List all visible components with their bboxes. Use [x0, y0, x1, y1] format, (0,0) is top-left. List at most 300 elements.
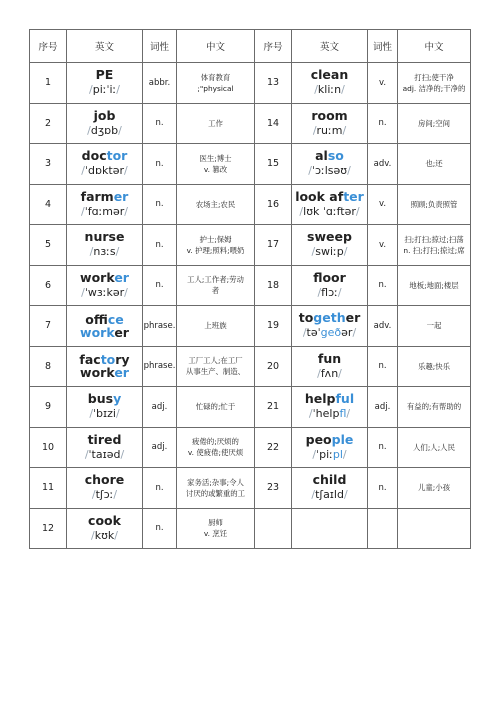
- part-of-speech: n.: [368, 468, 398, 509]
- meaning-line: 照顾;负责照管: [410, 199, 458, 209]
- phonetic-slash: /: [308, 407, 313, 421]
- phonetic-slash: /: [113, 488, 118, 502]
- entry-index: 11: [30, 468, 67, 509]
- entry-index: 16: [255, 184, 292, 225]
- part-of-speech: n.: [143, 508, 177, 549]
- phonetic-slash: /: [346, 407, 351, 421]
- header-index: 序号: [30, 30, 67, 63]
- phonetic-text: ˈɔːlsəʊ: [311, 164, 348, 178]
- part-of-speech: n.: [143, 144, 177, 185]
- header-part-of-speech: 词性: [143, 30, 177, 63]
- phonetic-slash: /: [337, 285, 342, 299]
- entry-english: [292, 387, 368, 428]
- chinese-meaning: [398, 63, 471, 104]
- table-row: [30, 427, 471, 468]
- phonetic: [67, 244, 142, 259]
- phonetic-text: tʃɔː: [95, 488, 114, 502]
- meaning-line: v. 使疲倦;使厌烦: [187, 448, 244, 458]
- meaning-line: v. 篡改: [203, 164, 228, 174]
- phonetic-slash: /: [342, 123, 347, 137]
- entry-index: 2: [30, 103, 67, 144]
- phonetic-slash: /: [308, 164, 312, 178]
- meaning-line: 农场主;农民: [195, 199, 236, 209]
- phonetic-slash: /: [81, 164, 86, 178]
- entry-index: 10: [30, 427, 67, 468]
- phonetic-text: ˈhelp: [312, 407, 340, 421]
- english-word: [67, 473, 142, 487]
- header-chinese: 中文: [177, 30, 255, 63]
- entry-index: 23: [255, 468, 292, 509]
- word-part: ry: [115, 352, 130, 368]
- word-highlight: er: [114, 365, 129, 381]
- chinese-meaning: [177, 346, 255, 387]
- entry-english: [292, 346, 368, 387]
- chinese-meaning: [177, 508, 255, 549]
- word-part: room: [311, 107, 348, 123]
- phonetic: [292, 366, 367, 381]
- english-word: [67, 68, 142, 82]
- empty-cell: [398, 508, 471, 549]
- entry-english: [67, 508, 143, 549]
- chinese-meaning: [177, 225, 255, 266]
- word-highlight: er: [113, 188, 129, 204]
- phonetic-slash: /: [84, 447, 89, 461]
- phonetic-slash: /: [343, 488, 348, 502]
- empty-cell: [255, 508, 292, 549]
- word-highlight: ple: [331, 431, 354, 447]
- entry-index: 4: [30, 184, 67, 225]
- table-row: [30, 144, 471, 185]
- phonetic: [292, 163, 367, 178]
- phonetic-slash: /: [116, 83, 120, 97]
- part-of-speech: adv.: [368, 144, 398, 185]
- phonetic-slash: /: [302, 326, 307, 340]
- phonetic-text: flɔː: [321, 285, 338, 299]
- header-index: 序号: [255, 30, 292, 63]
- chinese-meaning: [177, 184, 255, 225]
- english-word: [292, 392, 367, 406]
- word-part: clean: [310, 67, 349, 83]
- meaning-line: 有益的;有帮助的: [406, 402, 462, 412]
- word-highlight: tor: [106, 148, 128, 164]
- chinese-meaning: [398, 225, 471, 266]
- table-row: [30, 225, 471, 266]
- english-word: [67, 230, 142, 244]
- english-word: [67, 109, 142, 123]
- part-of-speech: phrase.: [143, 306, 177, 347]
- phonetic: [67, 487, 142, 502]
- phonetic-slash: /: [311, 488, 316, 502]
- entry-index: 19: [255, 306, 292, 347]
- chinese-meaning: [177, 144, 255, 185]
- word-highlight: so: [327, 148, 344, 164]
- english-word: [292, 149, 367, 163]
- word-part: farm: [80, 188, 114, 204]
- chinese-meaning: [398, 306, 471, 347]
- phonetic-text: piːˈiː: [92, 83, 117, 97]
- english-word: [67, 392, 142, 406]
- header-english: 英文: [67, 30, 143, 63]
- table-row: [30, 184, 471, 225]
- entry-index: 20: [255, 346, 292, 387]
- word-part: cook: [88, 512, 121, 528]
- phonetic-slash: /: [299, 204, 304, 218]
- header-row: [30, 30, 471, 63]
- chinese-meaning: [177, 103, 255, 144]
- entry-index: 1: [30, 63, 67, 104]
- part-of-speech: n.: [368, 427, 398, 468]
- entry-english: [67, 346, 143, 387]
- meaning-line: 扫;打扫;掠过;扫荡: [404, 234, 464, 244]
- chinese-meaning: [177, 306, 255, 347]
- phonetic-text: swiːp: [315, 245, 344, 259]
- phonetic-highlight: fl: [339, 407, 347, 421]
- entry-english: [67, 184, 143, 225]
- phonetic-text: tʃaɪld: [315, 488, 344, 502]
- word-part: to: [298, 310, 314, 326]
- word-part: chore: [84, 472, 125, 488]
- entry-index: 3: [30, 144, 67, 185]
- phonetic-text: lʊk ˈɑːftər: [303, 204, 356, 218]
- phonetic: [67, 528, 142, 543]
- entry-english: [292, 63, 368, 104]
- part-of-speech: adj.: [143, 387, 177, 428]
- english-word: [67, 353, 142, 379]
- word-part: er: [345, 310, 361, 326]
- entry-index: 14: [255, 103, 292, 144]
- part-of-speech: n.: [143, 468, 177, 509]
- meaning-line: 者: [211, 286, 220, 296]
- entry-english: [67, 427, 143, 468]
- part-of-speech: adj.: [143, 427, 177, 468]
- entry-index: 13: [255, 63, 292, 104]
- meaning-line: 工作: [208, 118, 223, 128]
- phonetic: [292, 325, 367, 340]
- phonetic-slash: /: [91, 488, 96, 502]
- entry-index: 5: [30, 225, 67, 266]
- phonetic-slash: /: [317, 366, 321, 380]
- meaning-line: 家务活;杂事;令人: [187, 477, 244, 487]
- chinese-meaning: [398, 427, 471, 468]
- chinese-meaning: [177, 387, 255, 428]
- word-highlight: fice: [107, 311, 124, 327]
- empty-cell: [368, 508, 398, 549]
- phonetic-text: ˈtaɪəd: [88, 447, 121, 461]
- phonetic-slash: /: [124, 204, 129, 218]
- english-word: [67, 149, 142, 163]
- word-part: doc: [81, 148, 107, 164]
- meaning-line: 地板;地面;楼层: [409, 280, 459, 290]
- word-part: child: [312, 472, 347, 488]
- phonetic-text: ˈdɒktər: [85, 164, 124, 178]
- meaning-line: 也;还: [425, 159, 443, 169]
- header-english: 英文: [292, 30, 368, 63]
- word-highlight: y: [113, 391, 122, 407]
- part-of-speech: adj.: [368, 387, 398, 428]
- word-part: PE: [95, 67, 114, 83]
- english-word: [292, 68, 367, 82]
- phonetic: [67, 447, 142, 462]
- meaning-line: 房间;空间: [417, 118, 451, 128]
- empty-cell: [292, 508, 368, 549]
- phonetic-text: təˈ: [306, 326, 321, 340]
- english-word: [292, 311, 367, 325]
- entry-index: 18: [255, 265, 292, 306]
- meaning-line: 上班族: [204, 321, 227, 331]
- entry-english: [292, 468, 368, 509]
- entry-index: 8: [30, 346, 67, 387]
- phonetic-slash: /: [123, 164, 128, 178]
- meaning-line: 护士;保姆: [199, 234, 232, 244]
- entry-english: [67, 265, 143, 306]
- phonetic-slash: /: [314, 83, 318, 97]
- english-word: [292, 190, 367, 204]
- chinese-meaning: [177, 63, 255, 104]
- meaning-line: 从事生产、制造、: [185, 367, 246, 377]
- entry-index: 17: [255, 225, 292, 266]
- phonetic: [292, 487, 367, 502]
- meaning-line: adj. 洁净的;干净的: [402, 83, 466, 93]
- phonetic-text: ər: [341, 326, 353, 340]
- phonetic-text: ˈfɑːmər: [84, 204, 125, 218]
- phonetic: [292, 82, 367, 97]
- phonetic: [292, 406, 367, 421]
- chinese-meaning: [177, 265, 255, 306]
- phonetic: [67, 204, 142, 219]
- chinese-meaning: [398, 468, 471, 509]
- phonetic-slash: /: [355, 204, 360, 218]
- entry-english: [292, 225, 368, 266]
- word-part: er: [114, 324, 129, 340]
- word-part: al: [315, 148, 328, 164]
- chinese-meaning: [398, 346, 471, 387]
- chinese-meaning: [177, 468, 255, 509]
- phonetic: [292, 285, 367, 300]
- phonetic-text: nɜːs: [93, 245, 116, 259]
- word-part: fun: [317, 350, 342, 366]
- phonetic-text: kliːn: [317, 83, 342, 97]
- word-highlight: ter: [343, 188, 364, 204]
- entry-index: 9: [30, 387, 67, 428]
- entry-english: [67, 306, 143, 347]
- phonetic-text: kʊk: [94, 528, 115, 542]
- phonetic-slash: /: [342, 447, 347, 461]
- phonetic-slash: /: [91, 528, 95, 542]
- word-part: floor: [313, 269, 346, 285]
- chinese-meaning: [398, 265, 471, 306]
- phonetic: [292, 204, 367, 219]
- english-word: [67, 514, 142, 528]
- entry-english: [67, 63, 143, 104]
- table-row: [30, 103, 471, 144]
- phonetic-slash: /: [311, 245, 316, 259]
- meaning-line: 乐趣;快乐: [417, 361, 451, 371]
- phonetic: [292, 244, 367, 259]
- part-of-speech: phrase.: [143, 346, 177, 387]
- entry-english: [67, 468, 143, 509]
- word-part: look af: [295, 188, 344, 204]
- phonetic: [67, 82, 142, 97]
- word-highlight: to: [100, 352, 116, 368]
- phonetic: [292, 123, 367, 138]
- phonetic-slash: /: [317, 285, 322, 299]
- english-word: [67, 433, 142, 447]
- table-row: [30, 265, 471, 306]
- phonetic-highlight: pl: [332, 447, 343, 461]
- english-word: [292, 473, 367, 487]
- phonetic-slash: /: [118, 123, 122, 137]
- table-row: [30, 387, 471, 428]
- english-word: [292, 271, 367, 285]
- word-part: of: [85, 311, 108, 327]
- part-of-speech: adv.: [368, 306, 398, 347]
- table-row: [30, 306, 471, 347]
- phonetic-slash: /: [338, 366, 342, 380]
- word-part: tired: [87, 431, 122, 447]
- phonetic-slash: /: [312, 123, 317, 137]
- phonetic-slash: /: [341, 83, 345, 97]
- phonetic-text: ˈpiː: [316, 447, 333, 461]
- phonetic-slash: /: [124, 285, 128, 299]
- phonetic-slash: /: [87, 123, 91, 137]
- meaning-line: n. 扫;打扫;掠过;席: [403, 245, 465, 255]
- word-part: nurse: [84, 229, 125, 245]
- english-word: [67, 190, 142, 204]
- entry-index: 22: [255, 427, 292, 468]
- phonetic-highlight: geð: [320, 326, 342, 340]
- entry-index: 6: [30, 265, 67, 306]
- phonetic: [67, 406, 142, 421]
- meaning-line: 疲倦的;厌烦的: [192, 437, 239, 447]
- english-word: [292, 352, 367, 366]
- chinese-meaning: [398, 184, 471, 225]
- phonetic: [67, 163, 142, 178]
- phonetic: [67, 123, 142, 138]
- word-part: work: [80, 365, 115, 381]
- entry-english: [292, 103, 368, 144]
- word-highlight: er: [114, 269, 129, 285]
- meaning-line: 一起: [426, 321, 442, 331]
- phonetic-slash: /: [89, 245, 94, 259]
- meaning-line: 工厂工人;在工厂: [188, 356, 243, 366]
- meaning-line: v. 护理;照料;喂奶: [186, 245, 245, 255]
- part-of-speech: n.: [143, 103, 177, 144]
- english-word: [67, 271, 142, 285]
- entry-index: 21: [255, 387, 292, 428]
- entry-index: 12: [30, 508, 67, 549]
- english-word: [67, 313, 142, 339]
- meaning-line: 忙碌的;忙于: [195, 402, 236, 412]
- chinese-meaning: [177, 427, 255, 468]
- word-part: bus: [87, 391, 114, 407]
- part-of-speech: n.: [143, 265, 177, 306]
- word-part: help: [304, 391, 336, 407]
- meaning-line: 儿童;小孩: [417, 483, 451, 493]
- chinese-meaning: [398, 387, 471, 428]
- word-part: peo: [305, 431, 332, 447]
- phonetic-slash: /: [114, 528, 118, 542]
- phonetic-slash: /: [89, 407, 94, 421]
- phonetic-slash: /: [115, 407, 120, 421]
- entry-english: [292, 184, 368, 225]
- phonetic-text: ˈbɪzi: [93, 407, 116, 421]
- chinese-meaning: [398, 103, 471, 144]
- meaning-line: 人们;人;人民: [413, 442, 455, 452]
- word-highlight: geth: [313, 310, 346, 326]
- entry-english: [67, 387, 143, 428]
- table-row: [30, 346, 471, 387]
- table-row: [30, 508, 471, 549]
- vocabulary-rows: [30, 63, 471, 549]
- word-highlight: work: [80, 324, 115, 340]
- meaning-line: 医生;博士: [199, 153, 232, 163]
- part-of-speech: n.: [143, 225, 177, 266]
- phonetic-slash: /: [115, 245, 120, 259]
- part-of-speech: abbr.: [143, 63, 177, 104]
- entry-english: [292, 427, 368, 468]
- phonetic-slash: /: [347, 164, 351, 178]
- meaning-line: 讨厌的或繁重的工: [185, 488, 246, 498]
- word-part: sweep: [307, 229, 352, 245]
- entry-english: [292, 265, 368, 306]
- meaning-line: 工人;工作者;劳动: [187, 275, 244, 285]
- phonetic-text: dʒɒb: [90, 123, 119, 137]
- phonetic-text: ruːm: [316, 123, 343, 137]
- word-part: fac: [79, 352, 101, 368]
- part-of-speech: n.: [368, 265, 398, 306]
- phonetic-slash: /: [80, 204, 85, 218]
- phonetic: [67, 285, 142, 300]
- table-row: [30, 63, 471, 104]
- entry-english: [67, 225, 143, 266]
- entry-english: [67, 144, 143, 185]
- phonetic-slash: /: [81, 285, 85, 299]
- part-of-speech: v.: [368, 63, 398, 104]
- meaning-line: 体育教育: [200, 72, 231, 82]
- meaning-line: v. 烹饪: [203, 529, 228, 539]
- phonetic-slash: /: [312, 447, 317, 461]
- meaning-line: 打扫;使干净: [414, 72, 454, 82]
- word-part: work: [80, 269, 115, 285]
- part-of-speech: n.: [368, 103, 398, 144]
- entry-english: [67, 103, 143, 144]
- meaning-line: 厨师: [208, 518, 223, 528]
- table-row: [30, 468, 471, 509]
- phonetic-slash: /: [352, 326, 357, 340]
- phonetic-slash: /: [343, 245, 348, 259]
- english-word: [292, 230, 367, 244]
- entry-index: 15: [255, 144, 292, 185]
- part-of-speech: v.: [368, 184, 398, 225]
- english-word: [292, 109, 367, 123]
- phonetic-slash: /: [120, 447, 125, 461]
- header-chinese: 中文: [398, 30, 471, 63]
- vocabulary-table: [29, 29, 471, 549]
- word-highlight: ful: [335, 391, 355, 407]
- meaning-line: ;"physical: [197, 83, 234, 93]
- part-of-speech: n.: [143, 184, 177, 225]
- word-part: job: [93, 107, 116, 123]
- phonetic-slash: /: [89, 83, 93, 97]
- entry-english: [292, 306, 368, 347]
- phonetic-text: ˈwɜːkər: [84, 285, 125, 299]
- chinese-meaning: [398, 144, 471, 185]
- header-part-of-speech: 词性: [368, 30, 398, 63]
- entry-index: 7: [30, 306, 67, 347]
- part-of-speech: v.: [368, 225, 398, 266]
- entry-english: [292, 144, 368, 185]
- english-word: [292, 433, 367, 447]
